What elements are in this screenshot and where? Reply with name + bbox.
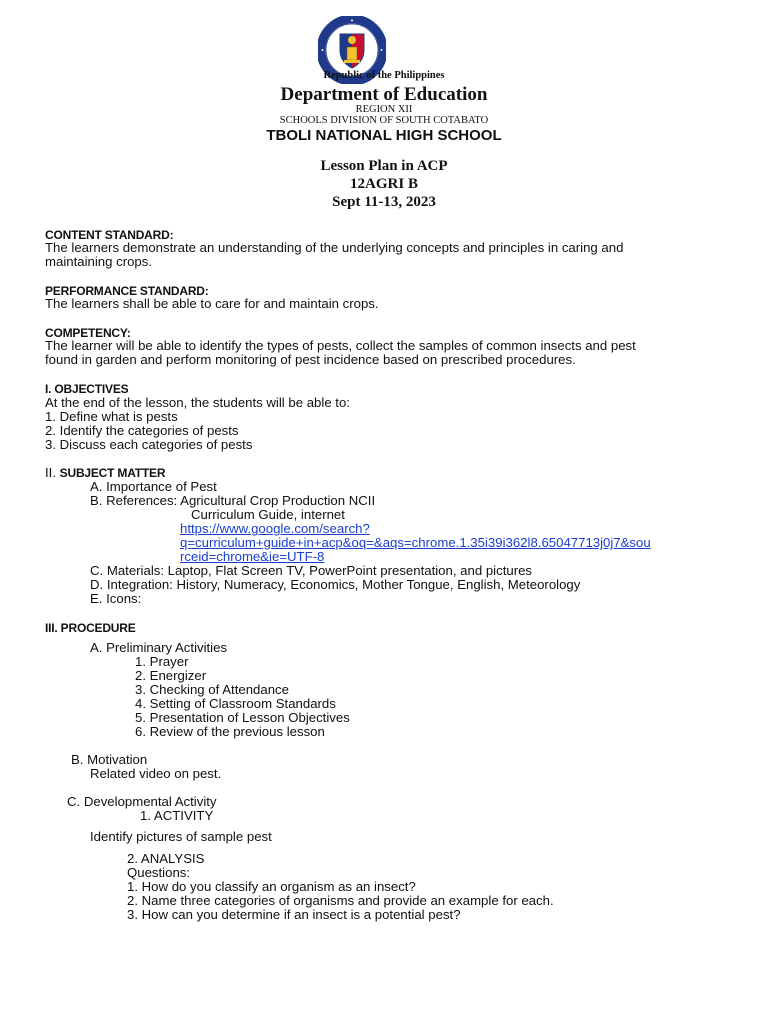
department-title: Department of Education xyxy=(280,84,488,105)
subject-item-b-cont: Curriculum Guide, internet xyxy=(191,507,345,522)
question-item: 3. How can you determine if an insect is a potential pest? xyxy=(127,907,461,922)
division-line: SCHOOLS DIVISION OF SOUTH COTABATO xyxy=(279,115,489,126)
lesson-plan-title: Lesson Plan in ACP xyxy=(320,158,448,174)
reference-link[interactable]: https://www.google.com/search? xyxy=(180,521,370,536)
performance-standard-text: The learners shall be able to care for and maintain crops. xyxy=(45,296,379,311)
performance-standard-heading: PERFORMANCE STANDARD: xyxy=(45,284,209,298)
objectives-intro: At the end of the lesson, the students will be able to: xyxy=(45,395,350,410)
republic-line: Republic of the Philippines xyxy=(323,70,445,81)
content-standard-heading: CONTENT STANDARD: xyxy=(45,228,174,242)
activity-text: Identify pictures of sample pest xyxy=(90,829,272,844)
preliminary-item: 1. Prayer xyxy=(135,654,189,669)
preliminary-item: 6. Review of the previous lesson xyxy=(135,724,325,739)
subject-item-a: A. Importance of Pest xyxy=(90,479,217,494)
objective-item: 3. Discuss each categories of pests xyxy=(45,437,253,452)
preliminary-item: 2. Energizer xyxy=(135,668,207,683)
subject-item-b: B. References: Agricultural Crop Production NCII xyxy=(90,493,376,508)
objective-item: 1. Define what is pests xyxy=(45,409,178,424)
competency-text-2: found in garden and perform monitoring of pest incidence based on prescribed procedures. xyxy=(45,352,576,367)
subject-item-e: E. Icons: xyxy=(90,591,142,606)
developmental-activity-heading: C. Developmental Activity xyxy=(67,794,217,809)
competency-heading: COMPETENCY: xyxy=(45,326,131,340)
school-name: TBOLI NATIONAL HIGH SCHOOL xyxy=(266,127,502,144)
question-item: 2. Name three categories of organisms and provide an example for each. xyxy=(127,893,554,908)
activity-heading: 1. ACTIVITY xyxy=(140,808,214,823)
subject-matter-title: SUBJECT MATTER xyxy=(59,466,166,480)
reference-link[interactable]: q=curriculum+guide+in+acp&oq=&aqs=chrome.1.35i39i362l8.65047713j0j7&sou xyxy=(180,535,651,550)
preliminary-item: 5. Presentation of Lesson Objectives xyxy=(135,710,350,725)
preliminary-item: 3. Checking of Attendance xyxy=(135,682,289,697)
objectives-heading: I. OBJECTIVES xyxy=(45,382,129,396)
questions-label: Questions: xyxy=(127,865,191,880)
subject-matter-prefix: II. xyxy=(45,465,56,480)
preliminary-item: 4. Setting of Classroom Standards xyxy=(135,696,336,711)
content-standard-text-2: maintaining crops. xyxy=(45,254,153,269)
region-line: REGION XII xyxy=(355,104,413,115)
content-standard-text-1: The learners demonstrate an understanding of the underlying concepts and principles in caring and xyxy=(45,240,624,255)
objective-item: 2. Identify the categories of pests xyxy=(45,423,239,438)
subject-item-d: D. Integration: History, Numeracy, Economics, Mother Tongue, English, Meteorology xyxy=(90,577,581,592)
competency-text-1: The learner will be able to identify the types of pests, collect the samples of common insects and pest xyxy=(45,338,636,353)
reference-link[interactable]: rceid=chrome&ie=UTF-8 xyxy=(180,549,325,564)
procedure-heading: III. PROCEDURE xyxy=(45,621,136,635)
section-name: 12AGRI B xyxy=(350,176,418,192)
analysis-heading: 2. ANALYSIS xyxy=(127,851,205,866)
subject-item-c: C. Materials: Laptop, Flat Screen TV, PowerPoint presentation, and pictures xyxy=(90,563,533,578)
question-item: 1. How do you classify an organism as an insect? xyxy=(127,879,416,894)
lesson-date: Sept 11-13, 2023 xyxy=(332,194,436,210)
motivation-text: Related video on pest. xyxy=(90,766,222,781)
motivation-heading: B. Motivation xyxy=(71,752,148,767)
preliminary-activities: A. Preliminary Activities xyxy=(90,640,228,655)
subject-matter-heading xyxy=(45,466,165,480)
